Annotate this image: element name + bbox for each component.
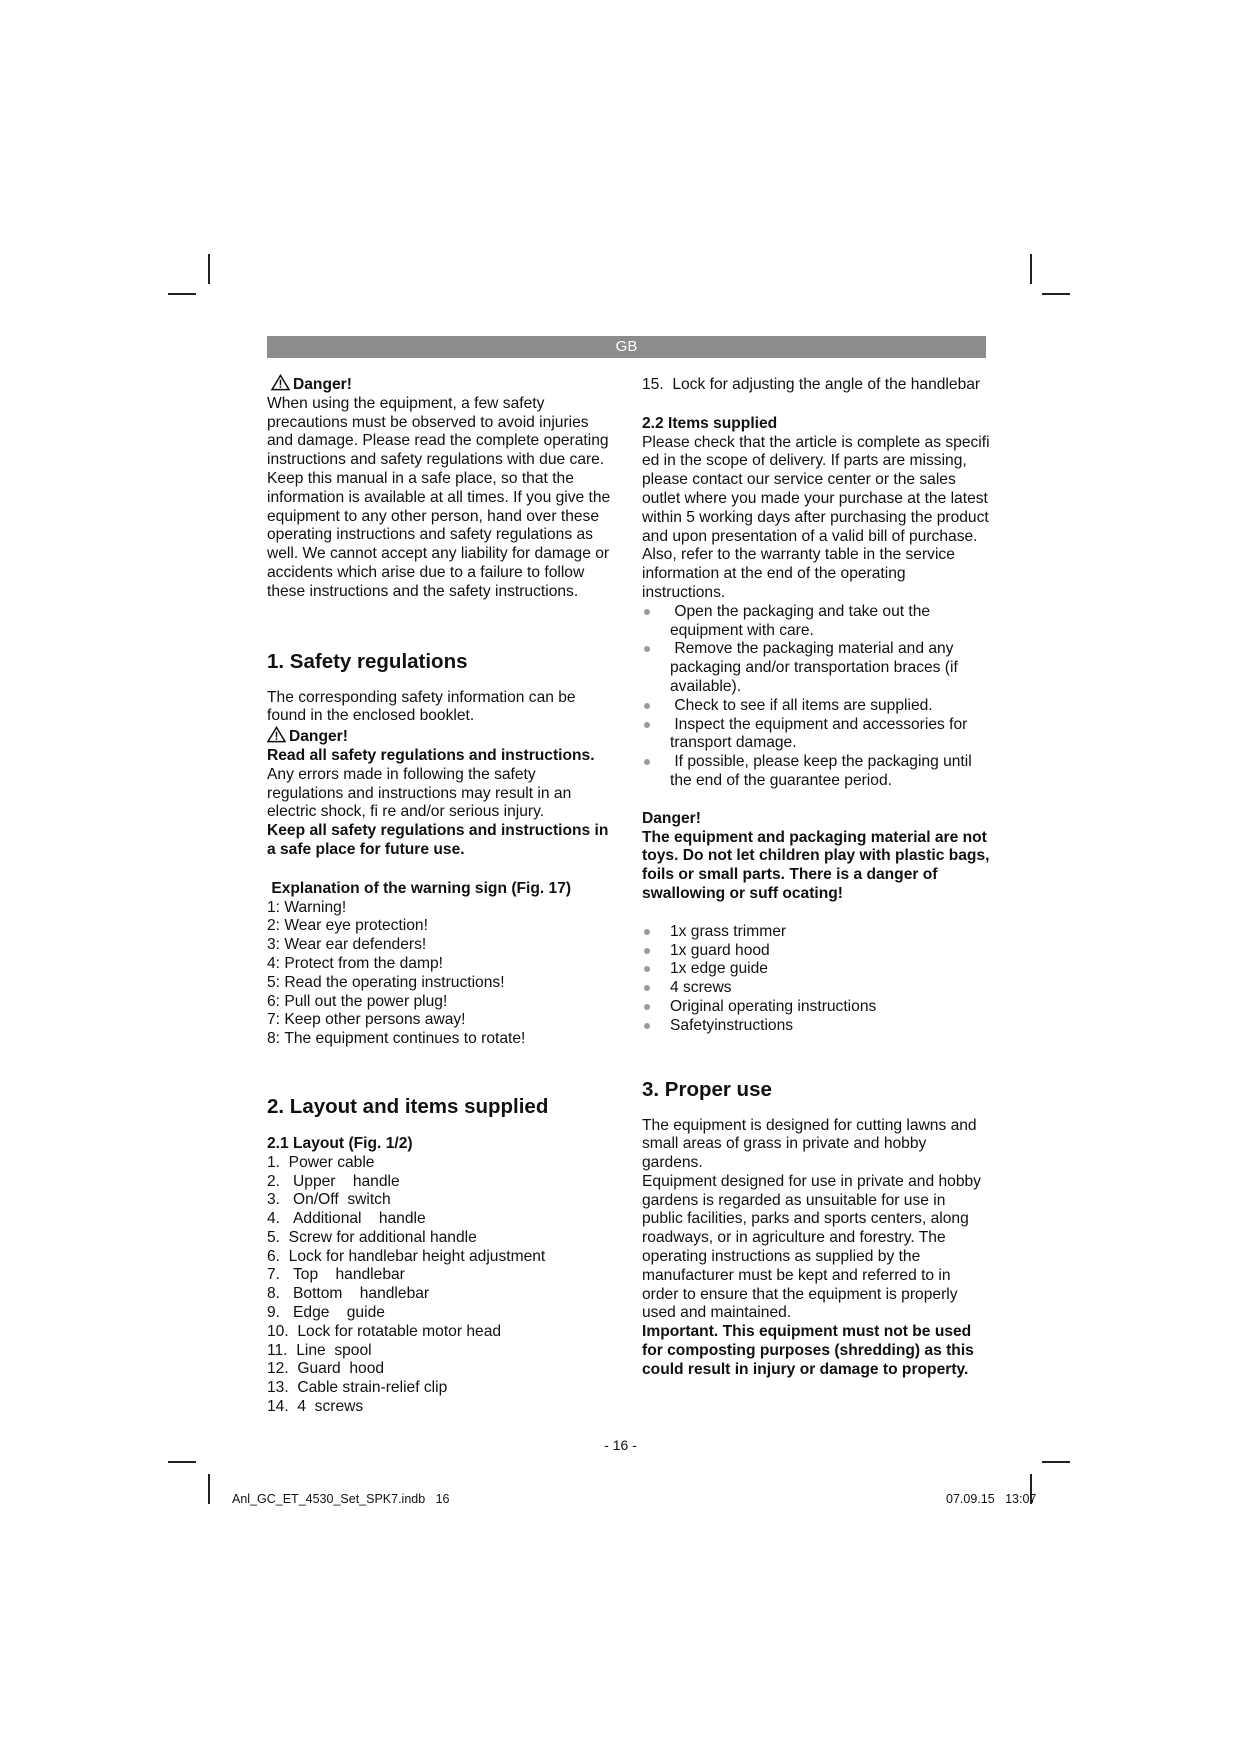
list-item: 1. Power cable [267,1153,375,1171]
bullet-icon [644,759,650,765]
footer-file-name: Anl_GC_ET_4530_Set_SPK7.indb 16 [232,1492,450,1506]
bullet-icon [644,646,650,652]
section-3-text-2: Equipment designed for use in private and hobby gardens is regarded as unsuitable for use in public facilities, parks and sports centers, along roadways, or in agriculture and forestry. The operating instructions as supplied by the manufacturer must be kept and referred to in order to ensure that the equipment is properly used and maintained. [642,1172,981,1322]
section-1-title: 1. Safety regulations [267,649,468,673]
supplied-items-list [642,923,990,1036]
bullet-icon [644,929,650,935]
list-item: 3. On/Off switch [267,1191,391,1209]
list-item: 7: Keep other persons away! [267,1011,466,1029]
left-column [267,374,612,1417]
list-item: Safetyinstructions [642,1017,990,1036]
intro-danger-heading [267,374,612,395]
warning-sign-list [267,899,612,1049]
list-item: 9. Edge guide [267,1304,385,1322]
crop-mark [168,1461,196,1463]
bullet-icon [644,985,650,991]
warning-triangle-icon [267,726,286,743]
section-3-important: Important. This equipment must not be used for composting purposes (shredding) as this could result in injury or damage to property. [642,1323,974,1378]
crop-mark [1042,293,1070,295]
list-item: 13. Cable strain-relief clip [267,1379,448,1397]
bullet-icon [644,722,650,728]
list-item: 8: The equipment continues to rotate! [267,1030,526,1048]
right-column [642,376,990,1380]
bullet-icon [644,966,650,972]
section-3-title: 3. Proper use [642,1077,772,1101]
bullet-icon [644,948,650,954]
list-item: 5: Read the operating instructions! [267,973,505,991]
list-item: 1x guard hood [642,942,990,961]
section-1-text-2: Any errors made in following the safety regulations and instructions may result in an electric shock, fi re and/or serious injury. [267,765,572,821]
list-item: Inspect the equipment and accessories for transport damage. [642,716,990,754]
list-item: Remove the packaging material and any packaging and/or transportation braces (if available). [642,640,990,696]
footer-date: 07.09.15 13:07 [946,1492,1037,1506]
bullet-icon [644,703,650,709]
language-header-bar: GB [267,336,986,358]
section-1-danger-label: Danger! [289,728,348,746]
packaging-danger-text: The equipment and packaging material are not toys. Do not let children play with plastic bags, foils or small parts. There is a danger of swallowing or suff ocating! [642,828,990,902]
list-item: 6: Pull out the power plug! [267,992,448,1010]
list-item: Open the packaging and take out the equipment with care. [642,603,990,641]
crop-mark [1042,1461,1070,1463]
items-supplied-text: Please check that the article is complete as specifi ed in the scope of delivery. If parts are missing, please contact our service center or the sales outlet where you made your purchase at the latest within 5 working days after purchasing the product and upon presentation of a valid bill of purchase. Also, refer to the warranty table in the service information at the end of the operating instructions. [642,433,990,601]
check-list [642,603,990,791]
list-item: 11. Line spool [267,1341,372,1359]
bullet-icon [644,609,650,615]
list-item: 14. 4 screws [267,1398,364,1416]
warning-sign-title: Explanation of the warning sign (Fig. 17) [267,879,572,897]
list-item: 1x edge guide [642,960,990,979]
layout-item-15: 15. Lock for adjusting the angle of the handlebar [642,376,981,393]
section-1-bold-2: Keep all safety regulations and instructions in a safe place for future use. [267,822,609,858]
packaging-danger-title: Danger! [642,809,701,827]
list-item: 4 screws [642,979,990,998]
crop-mark [208,1474,210,1504]
section-1-danger-heading [267,726,612,747]
crop-mark [168,293,196,295]
intro-danger-label: Danger! [293,376,352,393]
layout-list [267,1154,612,1417]
list-item: 2. Upper handle [267,1172,400,1190]
list-item: 10. Lock for rotatable motor head [267,1322,502,1340]
items-supplied-title: 2.2 Items supplied [642,414,778,432]
bullet-icon [644,1004,650,1010]
list-item: 1x grass trimmer [642,923,990,942]
section-2-title: 2. Layout and items supplied [267,1094,549,1118]
list-item: Check to see if all items are supplied. [642,697,990,716]
list-item: 3: Wear ear defenders! [267,936,427,954]
list-item: Original operating instructions [642,998,990,1017]
section-1-bold-1: Read all safety regulations and instructions. [267,746,595,764]
crop-mark [208,254,210,284]
section-3-text-1: The equipment is designed for cutting lawns and small areas of grass in private and hobby gardens. [642,1116,977,1172]
section-1-text: The corresponding safety information can be found in the enclosed booklet. [267,688,576,725]
list-item: 5. Screw for additional handle [267,1228,477,1246]
list-item: 8. Bottom handlebar [267,1285,430,1303]
list-item: 1: Warning! [267,898,347,916]
list-item: 4. Additional handle [267,1210,426,1228]
layout-title: 2.1 Layout (Fig. 1/2) [267,1134,413,1152]
warning-triangle-icon [271,374,290,391]
list-item: 6. Lock for handlebar height adjustment [267,1247,546,1265]
list-item: 4: Protect from the damp! [267,954,443,972]
bullet-icon [644,1023,650,1029]
list-item: 12. Guard hood [267,1360,385,1378]
list-item: 2: Wear eye protection! [267,917,428,935]
list-item: If possible, please keep the packaging until the end of the guarantee period. [642,753,990,791]
list-item: 7. Top handlebar [267,1266,405,1284]
crop-mark [1030,254,1032,284]
page-number: - 16 - [604,1437,637,1453]
intro-paragraph: When using the equipment, a few safety precautions must be observed to avoid injuries and damage. Please read the complete operating instructions and safety regulations with due care. Keep this manual in a safe place, so that the information is available at all times. If you give the equipment to any other person, hand over these operating instructions and safety regulations as well. We cannot accept any liability for damage or accidents which arise due to a failure to follow these instructions and the safety instructions. [267,394,611,600]
